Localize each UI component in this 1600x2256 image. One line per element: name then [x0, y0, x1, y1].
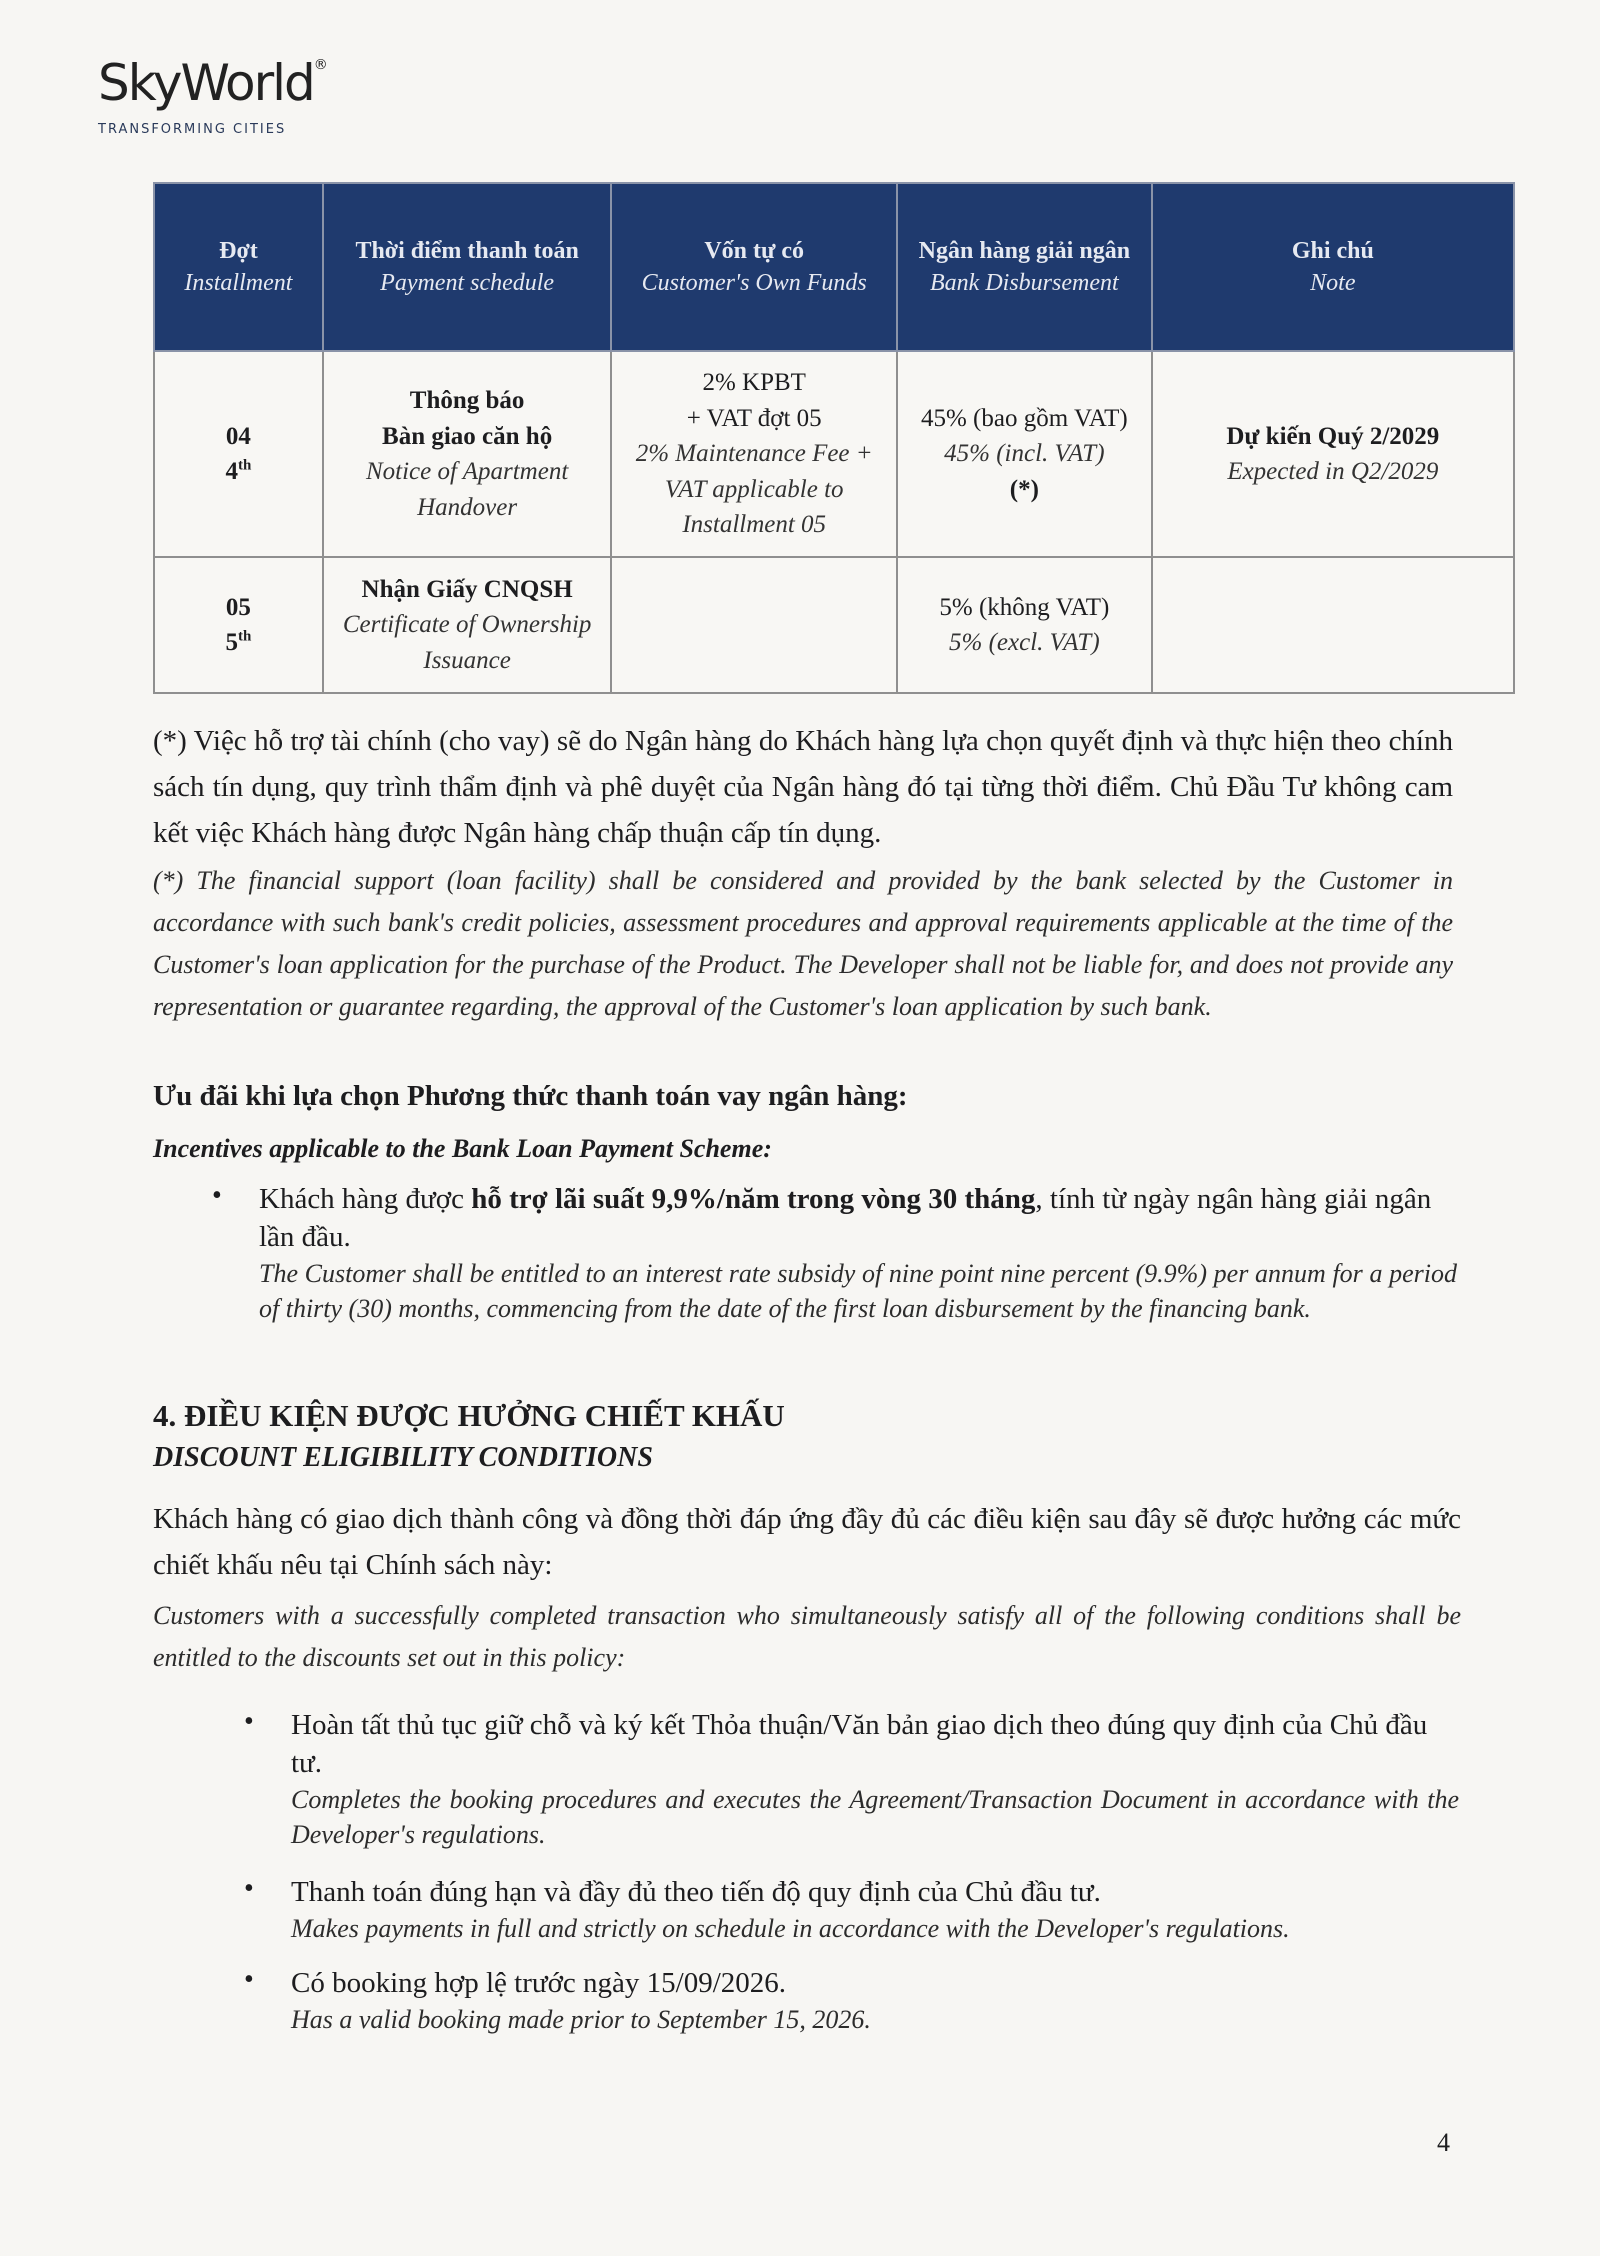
bullet-icon: •: [212, 1180, 222, 1211]
section-4-heading-vn: 4. ĐIỀU KIỆN ĐƯỢC HƯỞNG CHIẾT KHẤU: [153, 1398, 785, 1433]
table-row: [154, 557, 1514, 693]
section-4-heading-en: DISCOUNT ELIGIBILITY CONDITIONS: [153, 1442, 653, 1473]
payment-schedule-table: [153, 182, 1515, 694]
cell-own-funds: 2% KPBT + VAT đợt 05 2% Maintenance Fee + VAT applicable to Installment 05: [611, 351, 897, 557]
condition-text-vn: Hoàn tất thủ tục giữ chỗ và ký kết Thỏa thuận/Văn bản giao dịch theo đúng quy định của Chủ đầu tư.: [291, 1709, 1428, 1779]
section-4-intro-en: Customers with a successfully completed transaction who simultaneously satisfy all of the following conditions shall be entitled to the discounts set out in this policy:: [153, 1601, 1461, 1672]
cell-own-funds: [611, 557, 897, 693]
bullet-icon: •: [244, 1964, 254, 1995]
list-item: [244, 1873, 1459, 1953]
condition-text-en: Makes payments in full and strictly on schedule in accordance with the Developer's regulations.: [291, 1914, 1290, 1943]
condition-text-en: Completes the booking procedures and executes the Agreement/Transaction Document in accordance with the Developer's regulations.: [291, 1785, 1459, 1849]
section-4-intro-vn: Khách hàng có giao dịch thành công và đồng thời đáp ứng đầy đủ các điều kiện sau đây sẽ được hưởng các mức chiết khấu nêu tại Chính sách này:: [153, 1503, 1461, 1581]
cell-installment: 04 4th: [154, 351, 323, 557]
header-note: Ghi chú Note: [1152, 183, 1514, 351]
skyworld-logo: [98, 54, 328, 137]
incentive-text-vn: Khách hàng được hỗ trợ lãi suất 9,9%/năm trong vòng 30 tháng, tính từ ngày ngân hàng giải ngân lần đầu.: [259, 1183, 1432, 1253]
logo-wordmark: SkyWorld®: [98, 54, 328, 112]
incentives-heading-en: Incentives applicable to the Bank Loan Payment Scheme:: [153, 1134, 772, 1163]
table-header-row: [154, 183, 1514, 351]
header-bank-disbursement: Ngân hàng giải ngân Bank Disbursement: [897, 183, 1152, 351]
page-number: 4: [1437, 2128, 1450, 2157]
footnote-vn: (*) Việc hỗ trợ tài chính (cho vay) sẽ do Ngân hàng do Khách hàng lựa chọn quyết định và thực hiện theo chính sách tín dụng, quy trình thẩm định và phê duyệt của Ngân hàng đó tại từng thời điểm. Chủ Đầu Tư không cam kết việc Khách hàng được Ngân hàng chấp thuận cấp tín dụng.: [153, 725, 1453, 849]
cell-note: [1152, 557, 1514, 693]
cell-payment-schedule: Nhận Giấy CNQSH Certificate of Ownership Issuance: [323, 557, 612, 693]
cell-bank-disbursement: 45% (bao gồm VAT) 45% (incl. VAT) (*): [897, 351, 1152, 557]
condition-text-vn: Có booking hợp lệ trước ngày 15/09/2026.: [291, 1967, 787, 1999]
incentives-heading-vn: Ưu đãi khi lựa chọn Phương thức thanh toán vay ngân hàng:: [153, 1080, 908, 1112]
cell-bank-disbursement: 5% (không VAT) 5% (excl. VAT): [897, 557, 1152, 693]
list-item: [244, 1964, 1459, 2044]
footnote-en: (*) The financial support (loan facility) shall be considered and provided by the bank selected by the Customer in accordance with such bank's credit policies, assessment procedures and approval requirements applicable at the time of the Customer's loan application for the purchase of the Product. The Developer shall not be liable for, and does not provide any representation or guarantee regarding, the approval of the Customer's loan application by such bank.: [153, 866, 1453, 1021]
cell-installment: 05 5th: [154, 557, 323, 693]
bullet-icon: •: [244, 1706, 254, 1737]
incentive-text-en: The Customer shall be entitled to an interest rate subsidy of nine point nine percent (9.9%) per annum for a period of thirty (30) months, commencing from the date of the first loan disbursement by the financing bank.: [259, 1259, 1457, 1323]
logo-tagline: TRANSFORMING CITIES: [98, 122, 287, 137]
bullet-icon: •: [244, 1873, 254, 1904]
condition-text-vn: Thanh toán đúng hạn và đầy đủ theo tiến độ quy định của Chủ đầu tư.: [291, 1876, 1101, 1908]
list-item: [212, 1180, 1457, 1360]
list-item: [244, 1706, 1459, 1866]
condition-text-en: Has a valid booking made prior to September 15, 2026.: [291, 2005, 871, 2034]
header-installment: Đợt Installment: [154, 183, 323, 351]
header-payment-schedule: Thời điểm thanh toán Payment schedule: [323, 183, 612, 351]
table-row: [154, 351, 1514, 557]
cell-note: Dự kiến Quý 2/2029 Expected in Q2/2029: [1152, 351, 1514, 557]
header-own-funds: Vốn tự có Customer's Own Funds: [611, 183, 897, 351]
cell-payment-schedule: Thông báo Bàn giao căn hộ Notice of Apartment Handover: [323, 351, 612, 557]
